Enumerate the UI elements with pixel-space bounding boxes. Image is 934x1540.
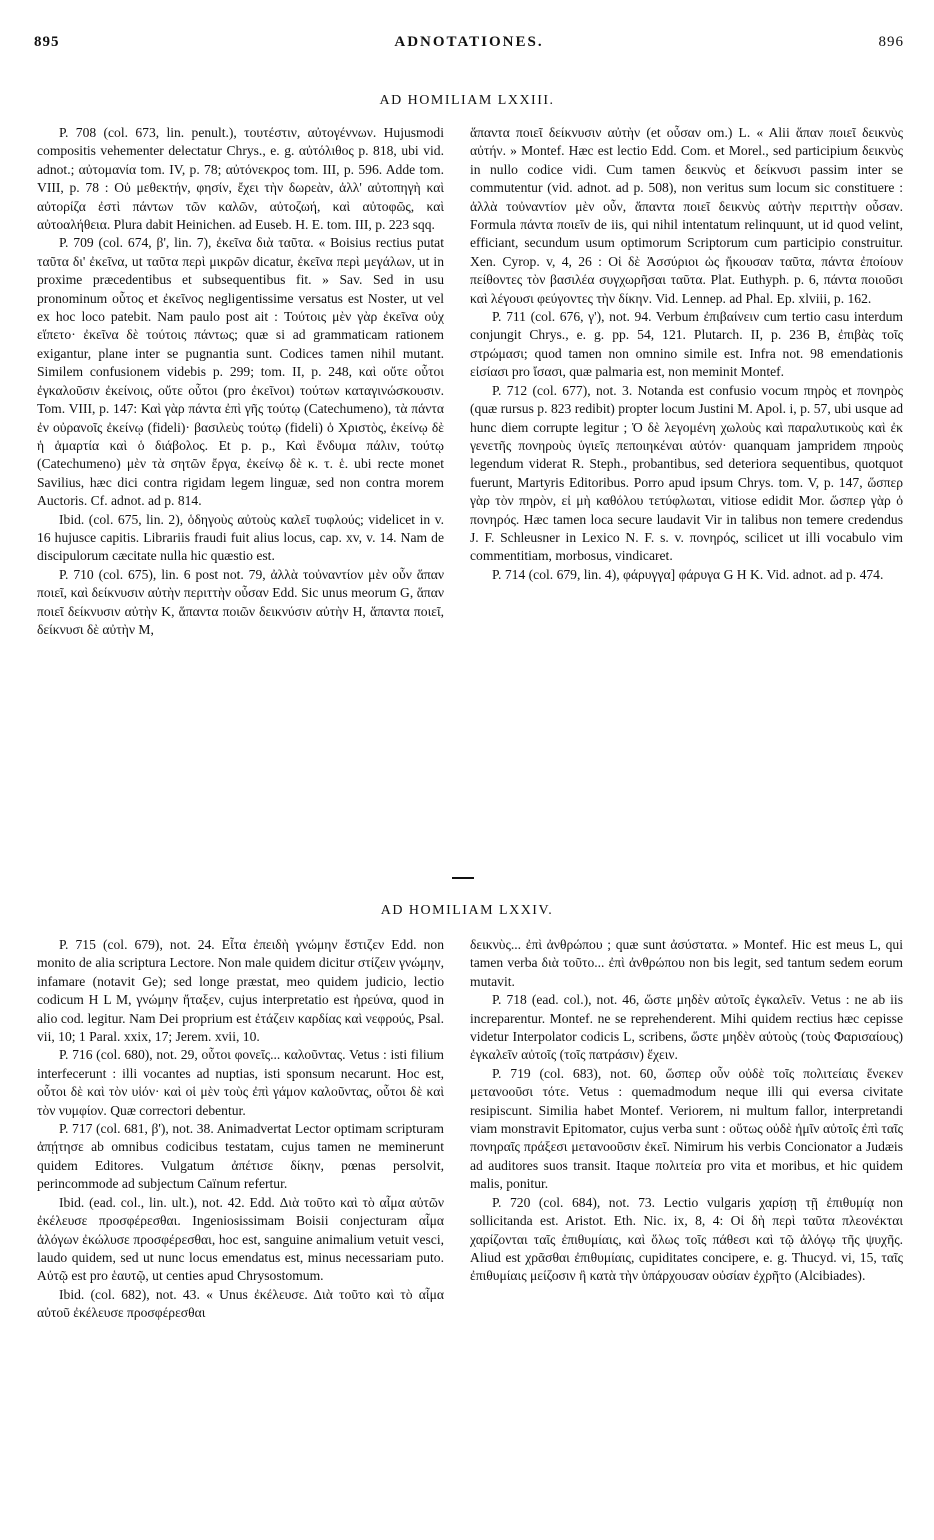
running-head — [34, 34, 904, 56]
section1-right-column — [470, 124, 903, 584]
note-paragraph: P. 710 (col. 675), lin. 6 post not. 79, ἀλλὰ τοὐναντίον μὲν οὖν ἅπαν ποιεῖ, καὶ δείκνυσιν αὐτὴν περιττὴν οὖσαν Edd. Sic unus meorum G, ἅπαν ποιεῖ δείκνυσιν αὐτὴν K, ἅπαντα ποιῶν δεικνύσιν αὐτὴν H, ἅπαντα ποιεῖ, δείκνυσι δὲ αὐτὴν M, — [37, 566, 444, 637]
note-paragraph: P. 716 (col. 680), not. 29, οὗτοι φονεῖς... καλοῦντας. Vetus : isti filium interfecerunt : illi vocantes ad nuptias, isti sponsum necarunt. Hoc est, οὗτοι δὲ καὶ τὸν υἱόν· καὶ οἱ μὲν τοὺς ἐπὶ γάμον καλοῦντας, οὗτοι δὲ καὶ τὸν νυμφίον. Quæ correctori debentur. — [37, 1047, 444, 1118]
note-paragraph: P. 711 (col. 676, γ'), not. 94. Verbum ἐπιβαίνειν cum tertio casu interdum conjungit Chrys., e. g. pp. 54, 121. Plutarch. II, p. 236 B, ἐπιβὰς τοῖς στρώμασι; quod tamen non omnino simile est. Infra not. 98 emendationis εἰσίασι pro ἴσασι, quæ palmaria est, non meminit Montef. — [470, 309, 903, 380]
note-paragraph: ἅπαντα ποιεῖ δείκνυσιν αὐτὴν (et οὖσαν om.) L. « Alii ἅπαν ποιεῖ δεικνὺς αὐτήν. » Montef. Hæc est lectio Edd. Com. et Morel., sed participium δεικνὺς in nullo codice vidi. Cum tamen δεικνὺς et δείκνυσι passim inter se commutentur (vid. adnot. ad p. 508), non veritus sum locum sic constituere : ἀλλὰ τοὐναντίον μὲν οὖν, ἅπαντα ποιεῖ δεικνὺς αὐτὴν περιττὴν οὖσαν. Formula πάντα ποιεῖν de iis, qui nihil intentatum relinquunt, ut id quod velint, efficiant, secundum usum optimorum Scriptorum cum participio construitur. Xen. Cyrop. v, 4, 26 : Οἱ δὲ Ἀσσύριοι ὡς ἤκουσαν ταῦτα, πάντα ἐποίουν πείθοντες τὸν βασιλέα συγχωρῆσαι ταῦτα. Plat. Euthyph. p. 6, πάντα ποιοῦσι καὶ λέγουσι φεύγοντες τὴν δίκην. Vid. Lennep. ad Phal. Ep. xlviii, p. 162. — [470, 125, 903, 306]
note-paragraph: Ibid. (col. 682), not. 43. « Unus ἐκέλευσε. Διὰ τοῦτο καὶ τὸ αἷμα αὐτοῦ ἐκέλευσε προσφέρεσθαι — [37, 1286, 444, 1321]
section1-left-column — [37, 124, 444, 639]
note-paragraph: P. 715 (col. 679), not. 24. Εἶτα ἐπειδὴ γνώμην ἔστιζεν Edd. non monito de alia scriptura Lectore. Non male quidem dicitur στίζειν γνώμην, infamare (notavit Ge); sed longe præstat, meo quidem judicio, lectio codicum H L M, γνώμην ἤταξεν, cujus interpretatio est ἠρεύνα, quod in alio cod. legitur. Nam Dei proprium est ἐτάζειν καρδίας καὶ νεφρούς, Psal. vii, 10; 1 Paral. xxix, 17; Jerem. xvii, 10. — [37, 937, 444, 1045]
note-paragraph: P. 720 (col. 684), not. 73. Lectio vulgaris χαρίσῃ τῇ ἐπιθυμίᾳ non sollicitanda est. Aristot. Eth. Nic. ix, 8, 4: Οἱ δὴ περὶ ταῦτα πλεονέκται χαρίζονται ταῖς ἐπιθυμίαις, καὶ ὅλως τοῖς πάθεσι καὶ τῷ ἀλόγῳ τῆς ψυχῆς. Aliud est χρᾶσθαι ἐπιθυμίαις, cupiditates concipere, e. g. Thucyd. vi, 15, ταῖς ἐπιθυμίαις μείζοσιν ἢ κατὰ τὴν ὑπάρχουσαν οὐσίαν ἐχρῆτο (Alcibiades). — [470, 1194, 903, 1284]
note-paragraph: δεικνὺς... ἐπὶ ἀνθρώπου ; quæ sunt ἀσύστατα. » Montef. Hic est meus L, qui tamen verba διὰ τοῦτο... ἐπὶ ἀνθρώπου non bis legit, sed tantum sedem eorum mutavit. — [470, 937, 903, 989]
note-paragraph: P. 717 (col. 681, β'), not. 38. Animadvertat Lector optimam scripturam ἀπῄτησε ab omnibus codicibus testatam, cujus tamen ne meminerunt quidem Editores. Vulgatum ἀπέτισε δίκην, pœnas persolvit, perincommode ad subjectum Caïnum refertur. — [37, 1121, 444, 1192]
note-paragraph: P. 714 (col. 679, lin. 4), φάρυγγα] φάρυγα G H K. Vid. adnot. ad p. 474. — [492, 566, 884, 582]
running-title: ADNOTATIONES. — [394, 34, 544, 50]
note-paragraph: Ibid. (col. 675, lin. 2), ὁδηγοὺς αὐτοὺς καλεῖ τυφλούς; videlicet in v. 16 hujusce capitis. Librariis fraudi fuit alius locus, cap. xv, v. 14. Nam de discipulorum cæcitate nulla hic quæstio est. — [37, 511, 444, 564]
note-paragraph: P. 719 (col. 683), not. 60, ὥσπερ οὖν οὐδὲ τοῖς πολιτείαις ἕνεκεν μετανοοῦσι τότε. Vetus : quemadmodum neque illi qui eversa civitate resipiscunt. Similia habet Montef. Veriorem, ni multum fallor, interpretandi viam monstravit Epitomator, cujus verba sunt : οὕτως οὐδὲ ἡμῖν αὐτοῖς ἐπὶ ταῖς πονηραῖς πράξεσι μετανοοῦσιν ἐκεῖ. Nimirum his verbis Concionator a Judæis ad auditores suos transit. Itaque πολιτεία pro vita et moribus, et hic quidem malis, ponitur. — [470, 1065, 903, 1192]
note-paragraph: P. 708 (col. 673, lin. penult.), τουτέστιν, αὐτογέννων. Hujusmodi compositis vehementer delectatur Chrys., e. g. αὐτόλιθος p. 818, ubi vid. adnot.; αὐτομανία tom. IV, p. 78; αὐτόνεκρος tom. III, p. 596. Adde tom. VIII, p. 78 : Οὐ μεθεκτήν, φησίν, ἔχει τὴν δωρεὰν, ἀλλ' αὐτοπηγὴ καὶ αὐτορίζα ἐστὶ πάντων τῶν καλῶν, αὐτοζωή, καὶ αὐτοφῶς, καὶ αὐτοαλήθεια. Plura dabit Heinichen. ad Euseb. H. E. tom. III, p. 223 sqq. — [37, 125, 444, 233]
page-number-right: 896 — [878, 34, 904, 50]
section2-right-column — [470, 936, 903, 1286]
note-paragraph: P. 709 (col. 674, β', lin. 7), ἐκεῖνα διὰ ταῦτα. « Boisius rectius putat ταῦτα δι' ἐκεῖνα, ut ταῦτα περὶ μικρῶν dicatur, ἐκεῖνα περὶ μεγάλων, ut in proxime præcedentibus et subsequentibus fit. » Sav. Sed in usu pronominum οὗτος et ἐκεῖνος negligentissime versatus est Noster, ut vel ex hoc loco patebit. Nam paulo post ait : Τούτοις μὲν γὰρ ἐκεῖνα οὐχ εἵπετο· ἐκεῖνα δὲ τούτοις πάντως; quæ si ad grammaticam rationem exigantur, plane inter se pugnantia sunt. Codices tamen nihil mutant. Similem confusionem videbis p. 299; tom. II, p. 248, καὶ οὔτε οὗτοι ἐγκαλοῦσιν ἐκείνοις, οὔτε οὗτοι (pro ἐκεῖνοι) τούτων καταγινώσκουσιν. Tom. VIII, p. 147: Καὶ γὰρ πάντα ἐπὶ γῆς τούτῳ (Catechumeno), τὰ πάντα ἐν οὐρανοῖς ἐκείνῳ (fideli)· βασιλεὺς τούτῳ (fideli) ὁ Χριστὸς, ἐκείνῳ δὲ ἡ ἁμαρτία καὶ ὁ διάβολος. Et p. p., Καὶ ἔνδυμα πάλιν, τούτῳ (Catechumeno) μὲν τὰ σητῶν ἔργα, ἐκείνῳ δὲ κ. τ. ἑ. ubi recte monet Savilius, hæc dici contra rigidam legem linguæ, sed non contra morem Auctoris. Cf. adnot. ad p. 814. — [37, 235, 444, 509]
section-divider — [452, 877, 474, 879]
note-paragraph: P. 718 (ead. col.), not. 46, ὥστε μηδὲν αὐτοῖς ἐγκαλεῖν. Vetus : ne ab iis increparentur. Montef. ne se reprehenderent. Mihi quidem rectius hæc cepisse videtur Interpolator codicis L, scribens, ὥστε μηδὲν αὐτοὺς (τοὺς Φαρισαίους) ἐγκαλεῖν αὐτοῖς (τοῖς πατράσιν) ἔχειν. — [470, 992, 903, 1063]
section-title-lxxiv: AD HOMILIAM LXXIV. — [380, 903, 554, 918]
section2-left-column — [37, 936, 444, 1323]
section-title-lxxiii: AD HOMILIAM LXXIII. — [379, 93, 555, 108]
note-paragraph: P. 712 (col. 677), not. 3. Notanda est confusio vocum πηρὸς et πονηρὸς (quæ rursus p. 823 redibit) propter locum Justini M. Apol. i, p. 57, ubi usque ad hunc diem corrupte legitur ; Ὁ δὲ λεγομένη χωλοὺς καὶ παραλυτικοὺς καὶ ἐκ γενετῆς πονηροὺς ὑγιεῖς πεποιηκέναι αὐτόν· quanquam jampridem πηροὺς legendum viderat R. Steph., probantibus, sed deteriora sequentibus, quotquot fuerunt, Martyris Editoribus. Porro apud ipsum Chrys. tom. V, p. 147, ὥσπερ γὰρ τὸν πηρὸν, εἰ μὴ καθόλου τετύφλωται, vitiose edidit Mor. ὥσπερ γὰρ ὁ πονηρός. Hæc tamen loca secure laudavit Vir in talibus non temere credendus J. F. Schleusner in Lexico N. F. s. v. πονηρός, scilicet ut illi vocabulo vim commentitiam, morbosus, vindicaret. — [470, 382, 903, 564]
page-number-left: 895 — [34, 34, 60, 50]
note-paragraph: Ibid. (ead. col., lin. ult.), not. 42. Edd. Διὰ τοῦτο καὶ τὸ αἷμα αὐτῶν ἐκέλευσε προσφέρεσθαι. Ingeniosissimam Boisii conjecturam αἷμα ἀλόγων ἐκώλυσε προσφέρεσθαι, hoc est, sanguine animalium vetuit vesci, laudo quidem, sed ut nunc locus emendatus est, minus necessariam puto. Αὐτῷ est pro ἑαυτῷ, ut centies apud Chrysostomum. — [37, 1194, 444, 1284]
